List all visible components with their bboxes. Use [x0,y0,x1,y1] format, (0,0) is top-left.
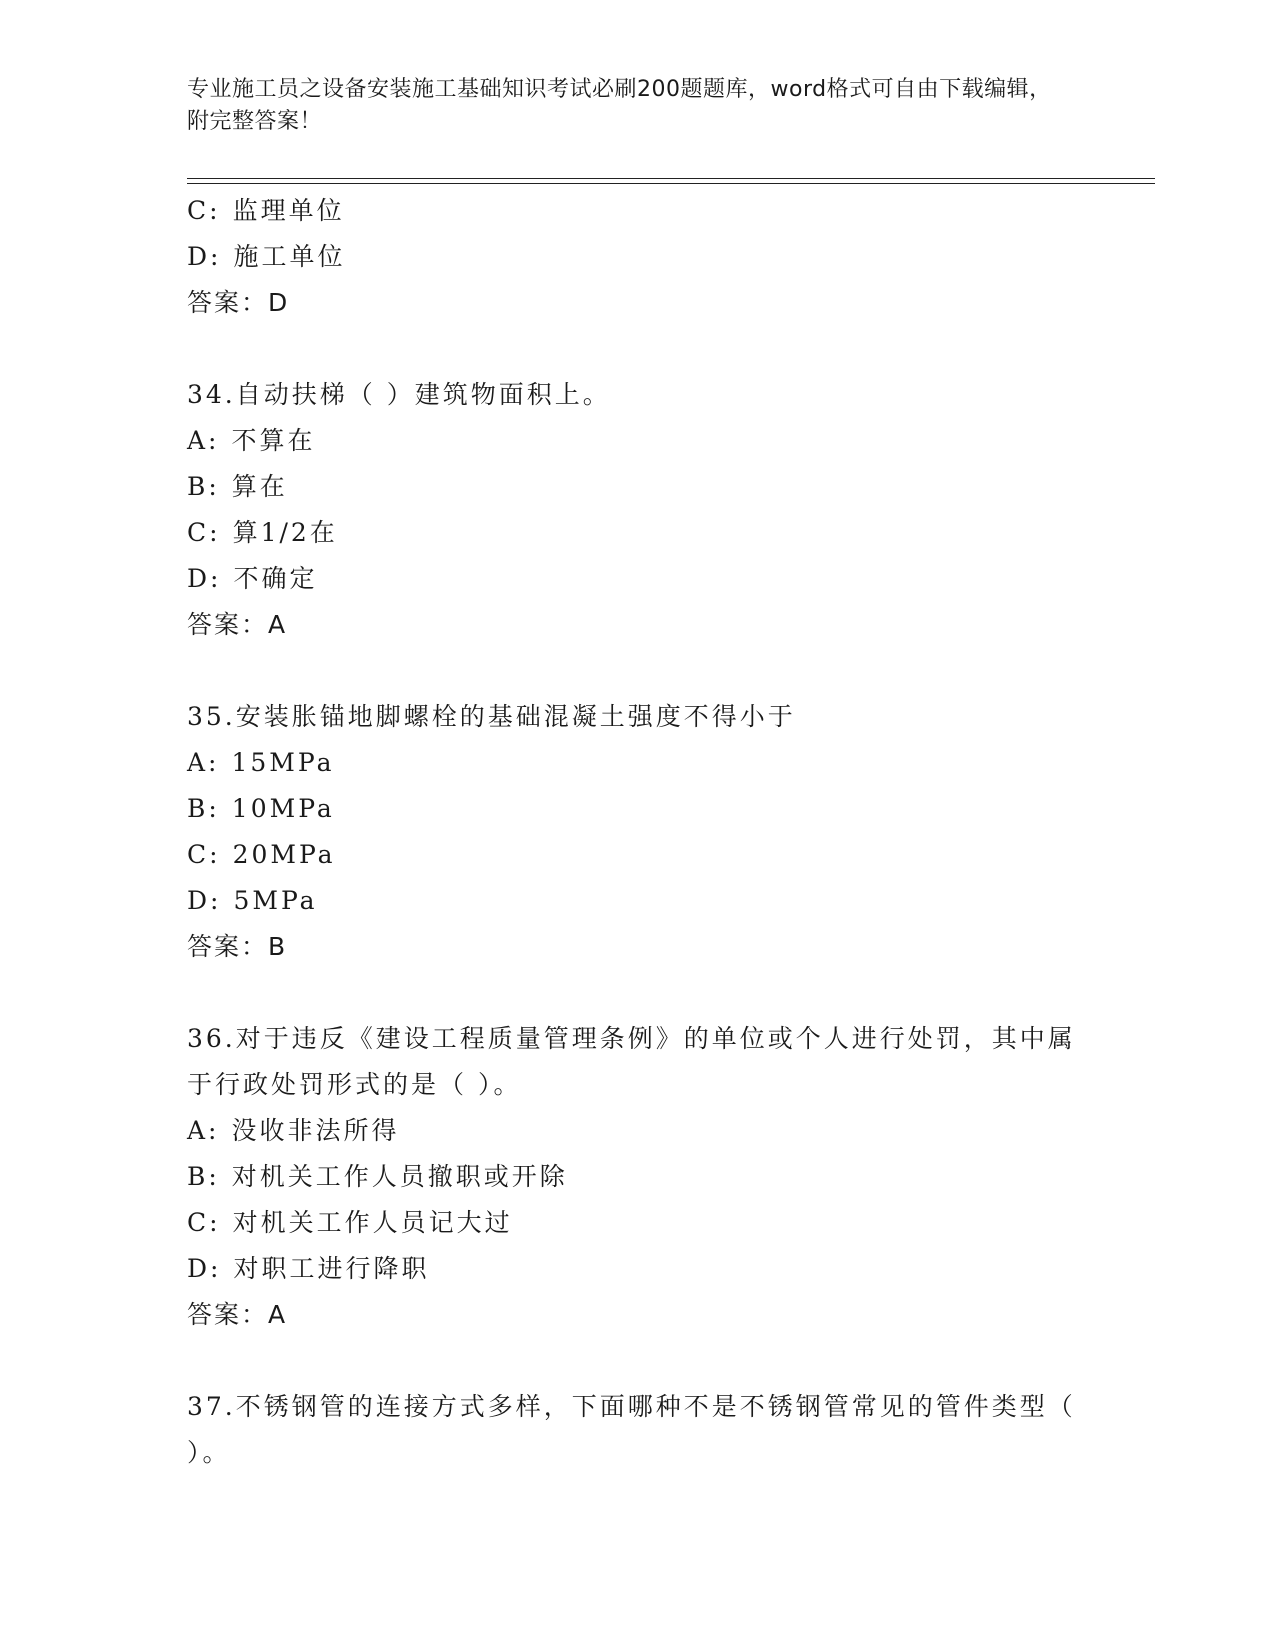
option-c: C: 20MPa [187,840,336,869]
header-divider-bottom [187,183,1155,184]
question-stem: 36.对于违反《建设工程质量管理条例》的单位或个人进行处罚，其中属于行政处罚形式的是（ ）。 [187,1024,1076,1099]
question-stem: 35.安装胀锚地脚螺栓的基础混凝土强度不得小于 [187,702,796,731]
answer-line: 答案：D [187,288,290,317]
option-d: D: 对职工进行降职 [187,1254,430,1283]
answer-line: 答案：B [187,932,288,961]
document-header: 专业施工员之设备安装施工基础知识考试必刷200题题库，word格式可自由下载编辑，附完整答案！ [187,77,1052,134]
option-d: D: 施工单位 [187,242,346,271]
option-c: C: 对机关工作人员记大过 [187,1208,513,1237]
option-c: C: 监理单位 [187,196,345,225]
question-stem: 34.自动扶梯（ ）建筑物面积上。 [187,380,611,409]
option-a: A: 没收非法所得 [187,1116,400,1145]
option-a: A: 15MPa [187,748,335,777]
option-d: D: 不确定 [187,564,318,593]
option-b: B: 对机关工作人员撤职或开除 [187,1162,568,1191]
answer-line: 答案：A [187,1300,288,1329]
option-c: C: 算1/2在 [187,518,338,547]
answer-line: 答案：A [187,610,288,639]
option-b: B: 算在 [187,472,288,501]
question-stem: 37.不锈钢管的连接方式多样，下面哪种不是不锈钢管常见的管件类型（ ）。 [187,1392,1076,1467]
option-d: D: 5MPa [187,886,318,915]
option-a: A: 不算在 [187,426,316,455]
header-divider-top [187,178,1155,179]
option-b: B: 10MPa [187,794,335,823]
question-list [187,188,1087,1476]
